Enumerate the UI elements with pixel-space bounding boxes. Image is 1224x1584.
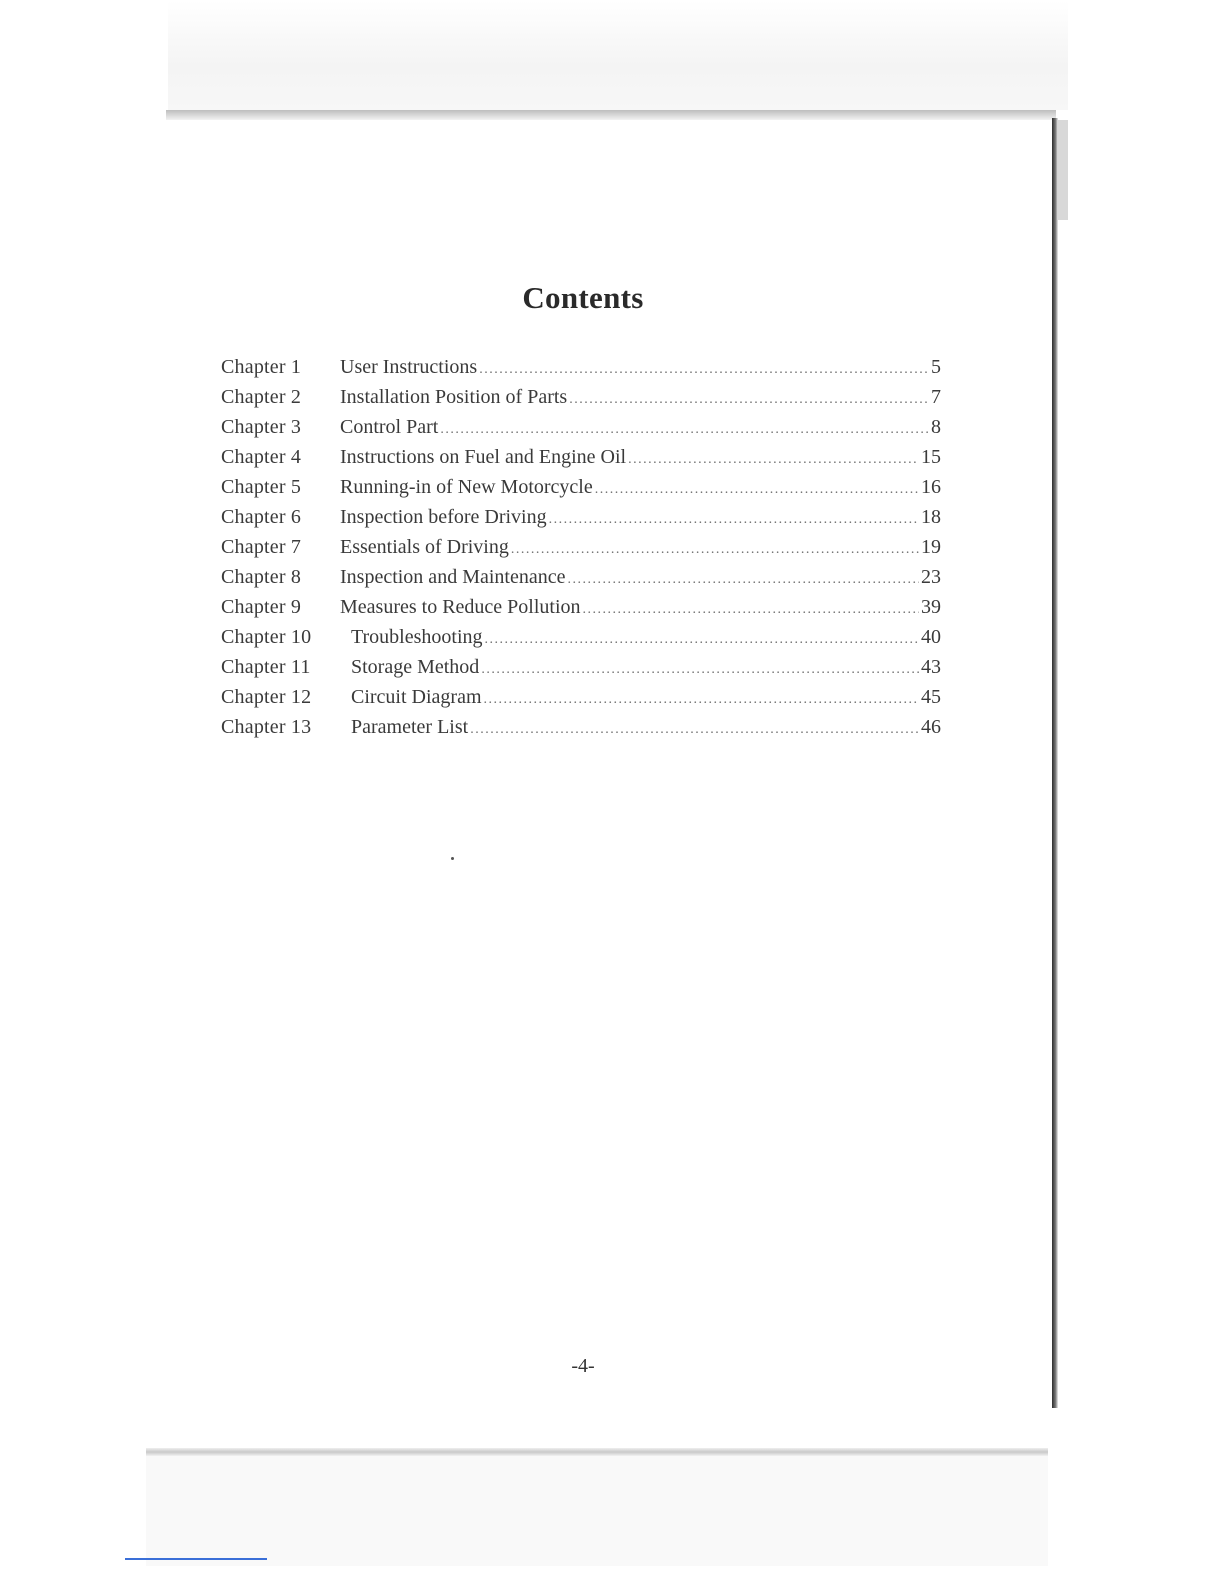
toc-chapter-label: Chapter 13 <box>221 716 312 738</box>
toc-entry[interactable] <box>221 472 941 502</box>
toc-entry[interactable] <box>221 352 941 382</box>
toc-page-number: 5 <box>931 356 941 378</box>
toc-chapter-title: Installation Position of Parts <box>340 386 568 408</box>
page-number: -4- <box>571 1355 595 1377</box>
toc-chapter-label: Chapter 5 <box>221 476 302 498</box>
toc-dot-leader <box>628 445 919 475</box>
toc-entry[interactable] <box>221 592 941 622</box>
toc-page-number: 18 <box>921 506 941 528</box>
table-of-contents <box>221 352 941 742</box>
page-edge-shadow <box>1058 120 1068 220</box>
toc-chapter-title: Running-in of New Motorcycle <box>340 476 593 498</box>
toc-chapter-title: Parameter List <box>351 716 469 738</box>
toc-entry[interactable] <box>221 562 941 592</box>
toc-dot-leader <box>479 355 929 385</box>
toc-chapter-title: Control Part <box>340 416 439 438</box>
scan-top-margin <box>168 0 1068 110</box>
toc-page-number: 15 <box>921 446 941 468</box>
toc-chapter-label: Chapter 3 <box>221 416 302 438</box>
page-edge-top <box>166 110 1056 120</box>
toc-page-number: 7 <box>931 386 941 408</box>
toc-entry[interactable] <box>221 712 941 742</box>
toc-entry[interactable] <box>221 652 941 682</box>
toc-entry[interactable] <box>221 532 941 562</box>
toc-chapter-label: Chapter 12 <box>221 686 312 708</box>
toc-chapter-title: Essentials of Driving <box>340 536 509 558</box>
toc-chapter-label: Chapter 6 <box>221 506 302 528</box>
toc-chapter-label: Chapter 1 <box>221 356 302 378</box>
toc-chapter-title: User Instructions <box>340 356 478 378</box>
toc-entry[interactable] <box>221 382 941 412</box>
page-title: Contents <box>522 280 644 315</box>
toc-page-number: 46 <box>921 716 941 738</box>
toc-entry[interactable] <box>221 622 941 652</box>
toc-chapter-label: Chapter 10 <box>221 626 312 648</box>
toc-dot-leader <box>583 595 919 625</box>
scan-speck <box>451 857 454 860</box>
toc-chapter-title: Measures to Reduce Pollution <box>340 596 581 618</box>
toc-chapter-label: Chapter 2 <box>221 386 302 408</box>
toc-dot-leader <box>440 415 929 445</box>
scan-bottom-margin <box>146 1456 1048 1566</box>
toc-entry[interactable] <box>221 412 941 442</box>
toc-dot-leader <box>567 565 919 595</box>
toc-entry[interactable] <box>221 502 941 532</box>
toc-dot-leader <box>595 475 919 505</box>
toc-page-number: 39 <box>921 596 941 618</box>
toc-chapter-label: Chapter 8 <box>221 566 302 588</box>
toc-chapter-title: Inspection before Driving <box>340 506 547 528</box>
toc-chapter-label: Chapter 11 <box>221 656 311 678</box>
toc-chapter-title: Troubleshooting <box>351 626 483 648</box>
toc-chapter-title: Storage Method <box>351 656 480 678</box>
toc-page-number: 45 <box>921 686 941 708</box>
toc-page-number: 19 <box>921 536 941 558</box>
toc-page-number: 23 <box>921 566 941 588</box>
toc-chapter-title: Instructions on Fuel and Engine Oil <box>340 446 627 468</box>
toc-chapter-label: Chapter 7 <box>221 536 302 558</box>
toc-page-number: 16 <box>921 476 941 498</box>
toc-chapter-label: Chapter 4 <box>221 446 302 468</box>
toc-entry[interactable] <box>221 682 941 712</box>
toc-chapter-title: Circuit Diagram <box>351 686 482 708</box>
toc-page-number: 43 <box>921 656 941 678</box>
toc-chapter-title: Inspection and Maintenance <box>340 566 566 588</box>
toc-dot-leader <box>485 625 919 655</box>
toc-chapter-label: Chapter 9 <box>221 596 302 618</box>
selection-underline <box>125 1558 267 1560</box>
page-edge-bottom <box>146 1448 1048 1456</box>
toc-dot-leader <box>484 685 919 715</box>
toc-dot-leader <box>511 535 919 565</box>
toc-dot-leader <box>470 715 919 745</box>
toc-dot-leader <box>569 385 929 415</box>
toc-dot-leader <box>549 505 919 535</box>
toc-page-number: 8 <box>931 416 941 438</box>
toc-dot-leader <box>481 655 919 685</box>
toc-entry[interactable] <box>221 442 941 472</box>
toc-page-number: 40 <box>921 626 941 648</box>
